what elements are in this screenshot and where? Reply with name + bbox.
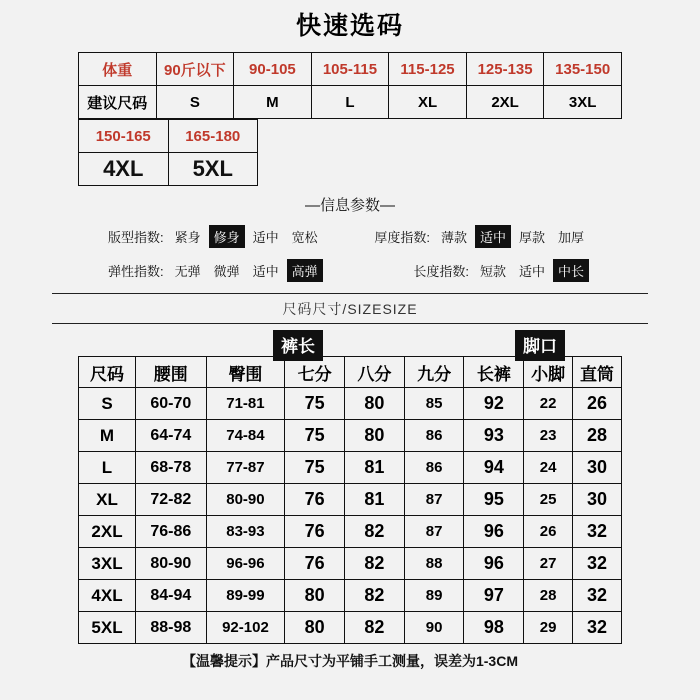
cell-9-length: 87 (404, 516, 464, 548)
cell-slim-cuff: 23 (524, 420, 573, 452)
cell-size: L (79, 452, 136, 484)
param-option-selected[interactable]: 适中 (475, 225, 511, 248)
param-elasticity (108, 259, 326, 282)
quick-weight-cell: 90斤以下 (156, 53, 234, 86)
cell-waist: 76-86 (136, 516, 207, 548)
quick-weight-cell: 135-150 (544, 53, 622, 86)
cell-size: 5XL (79, 612, 136, 644)
cell-9-length: 86 (404, 452, 464, 484)
cell-9-length: 86 (404, 420, 464, 452)
cell-9-length: 87 (404, 484, 464, 516)
quick-weight-cell: 165-180 (168, 120, 258, 153)
param-fit (108, 225, 326, 248)
cell-waist: 72-82 (136, 484, 207, 516)
quick-size-cell: M (234, 86, 312, 119)
table-row (79, 548, 622, 580)
cell-straight-cuff: 30 (573, 452, 622, 484)
table-row (79, 452, 622, 484)
param-label: 厚度指数: (374, 230, 430, 245)
quick-size-label: 建议尺码 (79, 86, 157, 119)
param-label: 版型指数: (108, 230, 164, 245)
quick-size-cell: 4XL (79, 153, 169, 186)
quick-weight-cell: 105-115 (311, 53, 389, 86)
cell-slim-cuff: 28 (524, 580, 573, 612)
cell-full-length: 93 (464, 420, 524, 452)
col-header-8-length: 八分 (345, 357, 405, 388)
info-params (108, 225, 592, 282)
col-header-full-length: 长裤 (464, 357, 524, 388)
group-label-pants-length: 裤长 (273, 330, 323, 361)
quick-size-cell: 5XL (168, 153, 258, 186)
cell-slim-cuff: 27 (524, 548, 573, 580)
cell-size: XL (79, 484, 136, 516)
param-option-selected[interactable]: 高弹 (287, 259, 323, 282)
cell-waist: 84-94 (136, 580, 207, 612)
cell-size: 2XL (79, 516, 136, 548)
cell-straight-cuff: 32 (573, 612, 622, 644)
main-size-table-wrap (78, 330, 622, 644)
cell-8-length: 82 (345, 612, 405, 644)
table-row (79, 516, 622, 548)
quick-size-table-wrap (78, 52, 622, 119)
param-row (108, 259, 592, 282)
cell-hip: 71-81 (206, 388, 285, 420)
cell-full-length: 94 (464, 452, 524, 484)
quick-size-table (78, 52, 622, 119)
table-row (79, 612, 622, 644)
param-option[interactable]: 薄款 (440, 230, 467, 245)
param-thickness (374, 225, 592, 248)
cell-full-length: 98 (464, 612, 524, 644)
cell-full-length: 96 (464, 548, 524, 580)
quick-weight-cell: 90-105 (234, 53, 312, 86)
cell-straight-cuff: 28 (573, 420, 622, 452)
size-section-title: 尺码尺寸/SIZESIZE (282, 301, 418, 317)
page-title: 快速选码 (295, 12, 404, 40)
cell-8-length: 81 (345, 484, 405, 516)
info-params-header: —信息参数— (304, 197, 395, 214)
table-row (79, 484, 622, 516)
quick-size-cell: L (311, 86, 389, 119)
cell-7-length: 75 (285, 388, 345, 420)
param-label: 长度指数: (413, 264, 469, 279)
quick-size-cell: 2XL (466, 86, 544, 119)
table-row (79, 153, 258, 186)
cell-slim-cuff: 29 (524, 612, 573, 644)
main-size-table (78, 356, 622, 644)
footer-note: 【温馨提示】产品尺寸为平铺手工测量，误差为1-3CM (181, 653, 518, 669)
group-headers (78, 330, 622, 356)
cell-8-length: 80 (345, 388, 405, 420)
param-option[interactable]: 适中 (518, 264, 545, 279)
quick-size-cell: XL (389, 86, 467, 119)
divider-top (52, 293, 648, 294)
cell-7-length: 80 (285, 580, 345, 612)
cell-hip: 80-90 (206, 484, 285, 516)
table-row (79, 120, 258, 153)
cell-hip: 83-93 (206, 516, 285, 548)
cell-7-length: 80 (285, 612, 345, 644)
cell-straight-cuff: 30 (573, 484, 622, 516)
col-header-hip: 臀围 (206, 357, 285, 388)
cell-slim-cuff: 22 (524, 388, 573, 420)
param-option[interactable]: 加厚 (557, 230, 584, 245)
param-option[interactable]: 微弹 (213, 264, 240, 279)
cell-hip: 77-87 (206, 452, 285, 484)
divider-bottom (52, 323, 648, 324)
cell-9-length: 88 (404, 548, 464, 580)
cell-9-length: 89 (404, 580, 464, 612)
cell-8-length: 81 (345, 452, 405, 484)
group-label-cuff: 脚口 (515, 330, 565, 361)
col-header-9-length: 九分 (404, 357, 464, 388)
quick-weight-label: 体重 (79, 53, 157, 86)
cell-8-length: 82 (345, 548, 405, 580)
cell-7-length: 76 (285, 516, 345, 548)
cell-7-length: 75 (285, 420, 345, 452)
cell-hip: 74-84 (206, 420, 285, 452)
cell-slim-cuff: 24 (524, 452, 573, 484)
main-size-table-body (79, 388, 622, 644)
cell-size: M (79, 420, 136, 452)
cell-waist: 88-98 (136, 612, 207, 644)
param-label: 弹性指数: (108, 264, 164, 279)
param-option[interactable]: 适中 (252, 230, 279, 245)
col-header-size: 尺码 (79, 357, 136, 388)
cell-waist: 80-90 (136, 548, 207, 580)
param-option[interactable]: 厚款 (518, 230, 545, 245)
quick-size-cell: 3XL (544, 86, 622, 119)
table-header-row (79, 357, 622, 388)
param-option[interactable]: 适中 (252, 264, 279, 279)
cell-hip: 96-96 (206, 548, 285, 580)
table-row (79, 388, 622, 420)
cell-8-length: 82 (345, 580, 405, 612)
quick-weight-cell: 125-135 (466, 53, 544, 86)
cell-7-length: 76 (285, 548, 345, 580)
cell-7-length: 76 (285, 484, 345, 516)
col-header-straight-cuff: 直筒 (573, 357, 622, 388)
cell-full-length: 97 (464, 580, 524, 612)
quick-weight-cell: 115-125 (389, 53, 467, 86)
param-option[interactable]: 无弹 (174, 264, 201, 279)
cell-hip: 89-99 (206, 580, 285, 612)
cell-straight-cuff: 26 (573, 388, 622, 420)
param-option[interactable]: 宽松 (291, 230, 318, 245)
cell-full-length: 95 (464, 484, 524, 516)
param-option[interactable]: 短款 (479, 264, 506, 279)
cell-9-length: 85 (404, 388, 464, 420)
cell-waist: 64-74 (136, 420, 207, 452)
param-option[interactable]: 紧身 (174, 230, 201, 245)
col-header-7-length: 七分 (285, 357, 345, 388)
col-header-slim-cuff: 小脚 (524, 357, 573, 388)
param-option-selected[interactable]: 修身 (209, 225, 245, 248)
param-length (413, 259, 592, 282)
cell-full-length: 92 (464, 388, 524, 420)
param-option-selected[interactable]: 中长 (553, 259, 589, 282)
cell-8-length: 82 (345, 516, 405, 548)
quick-size-cell: S (156, 86, 234, 119)
cell-waist: 60-70 (136, 388, 207, 420)
table-row (79, 86, 622, 119)
table-row (79, 420, 622, 452)
cell-hip: 92-102 (206, 612, 285, 644)
cell-straight-cuff: 32 (573, 580, 622, 612)
cell-slim-cuff: 25 (524, 484, 573, 516)
cell-9-length: 90 (404, 612, 464, 644)
quick-size-table2-wrap (78, 119, 622, 186)
cell-size: S (79, 388, 136, 420)
param-row (108, 225, 592, 248)
cell-slim-cuff: 26 (524, 516, 573, 548)
table-row (79, 53, 622, 86)
cell-straight-cuff: 32 (573, 548, 622, 580)
cell-size: 4XL (79, 580, 136, 612)
cell-waist: 68-78 (136, 452, 207, 484)
cell-full-length: 96 (464, 516, 524, 548)
cell-8-length: 80 (345, 420, 405, 452)
cell-7-length: 75 (285, 452, 345, 484)
cell-size: 3XL (79, 548, 136, 580)
col-header-waist: 腰围 (136, 357, 207, 388)
table-row (79, 580, 622, 612)
cell-straight-cuff: 32 (573, 516, 622, 548)
quick-size-table2 (78, 119, 258, 186)
quick-weight-cell: 150-165 (79, 120, 169, 153)
